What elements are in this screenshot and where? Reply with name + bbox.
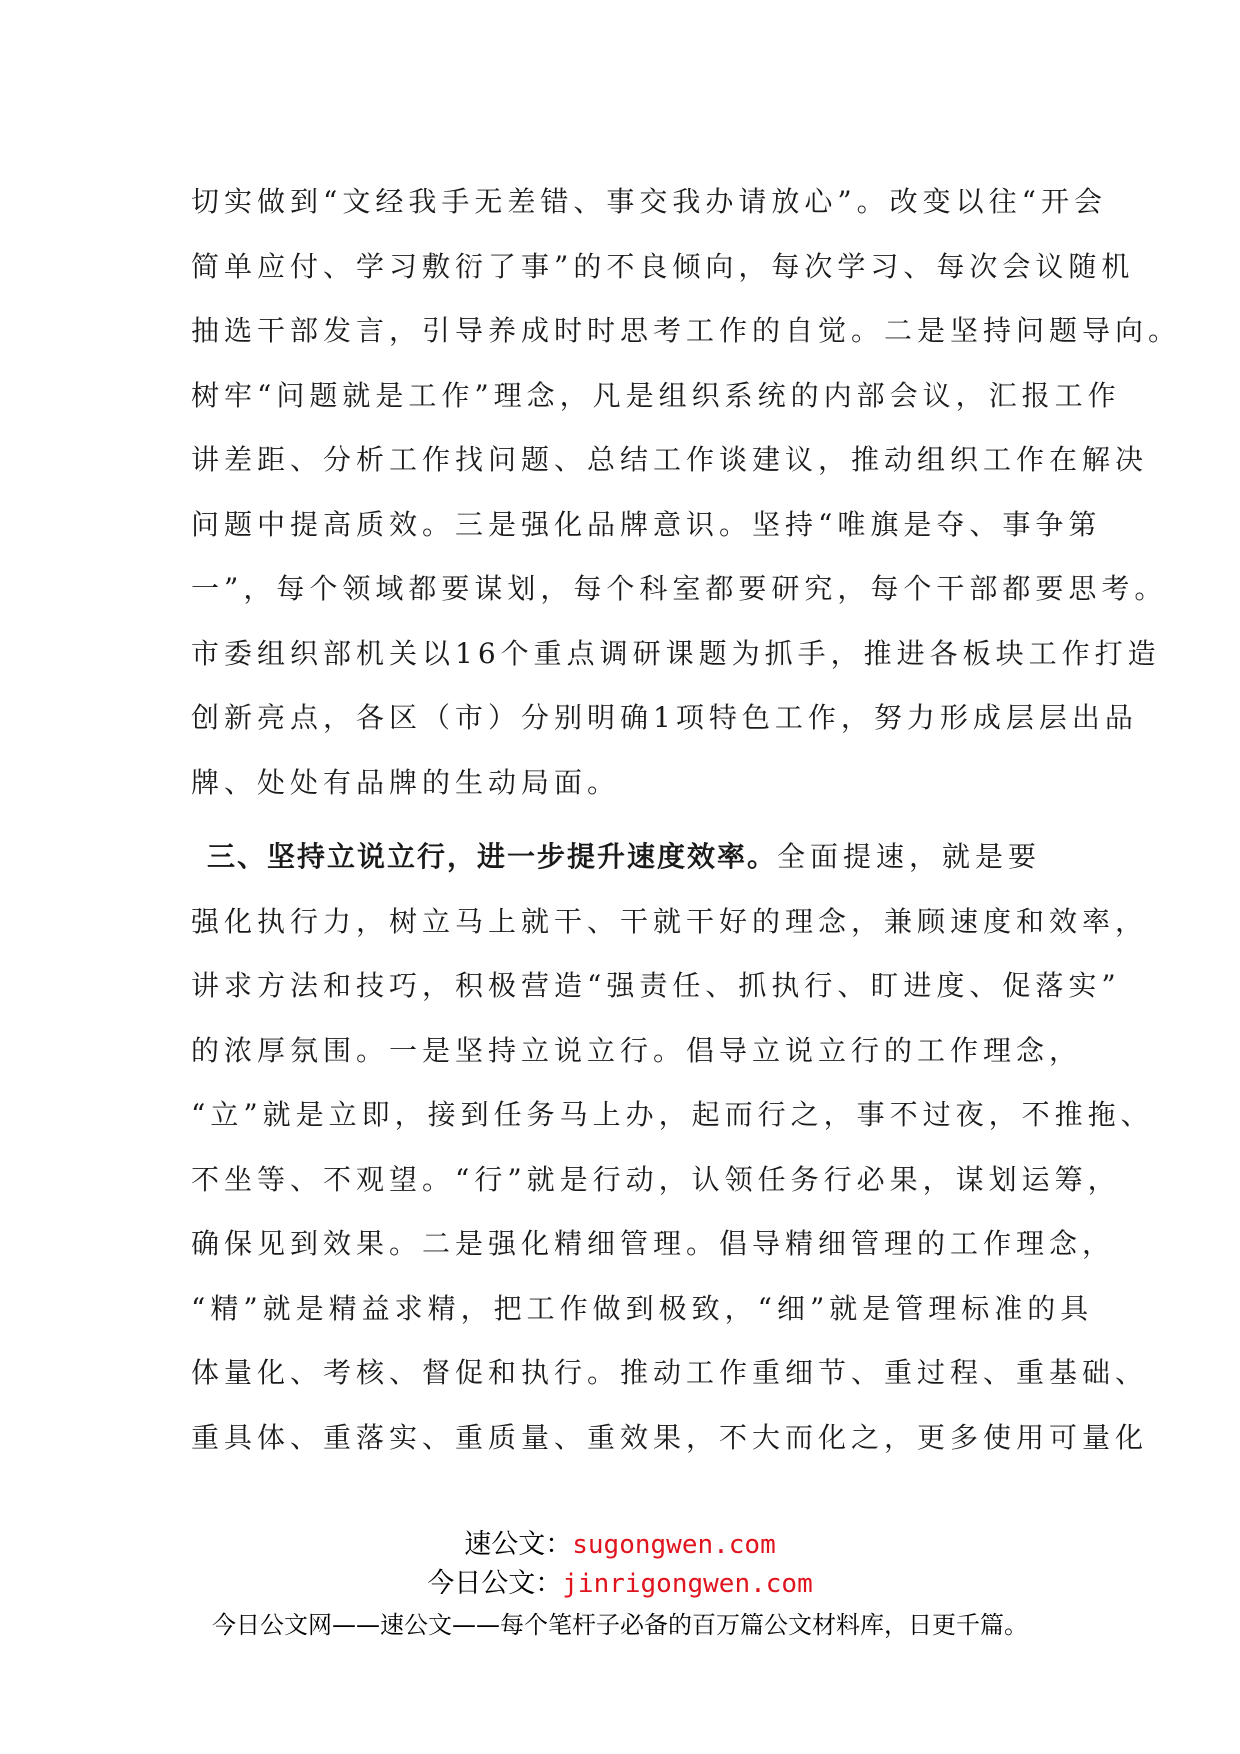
section-heading: 三、坚持立说立行，进一步提升速度效率。 <box>207 840 778 873</box>
footer-tagline: 今日公文网——速公文——每个笔杆子必备的百万篇公文材料库，日更千篇。 <box>212 1611 1028 1639</box>
body-line: 市委组织部机关以16个重点调研课题为抓手，推进各板块工作打造 <box>191 636 1161 670</box>
body-line: 创新亮点，各区（市）分别明确1项特色工作，努力形成层层出品 <box>191 701 1138 734</box>
body-line: 确保见到效果。二是强化精细管理。倡导精细管理的工作理念， <box>191 1227 1116 1260</box>
footer-label-jinrigongwen: 今日公文： <box>427 1568 563 1599</box>
body-line: 重具体、重落实、重质量、重效果，不大而化之，更多使用可量化 <box>191 1420 1149 1454</box>
body-line: 体量化、考核、督促和执行。推动工作重细节、重过程、重基础、 <box>191 1356 1149 1389</box>
section-lead-text: 全面提速，就是要 <box>777 840 1042 873</box>
body-line: 强化执行力，树立马上就干、干就干好的理念，兼顾速度和效率， <box>191 904 1149 938</box>
body-line: “精”就是精益求精，把工作做到极致，“细”就是管理标准的具 <box>191 1291 1094 1325</box>
document-body <box>191 170 1182 1470</box>
section-heading-line <box>191 825 1061 890</box>
body-line: 简单应付、学习敷衍了事”的不良倾向，每次学习、每次会议随机 <box>191 249 1135 283</box>
body-line: “立”就是立即，接到任务马上办，起而行之，事不过夜，不推拖、 <box>191 1098 1154 1131</box>
body-line: 树牢“问题就是工作”理念，凡是组织系统的内部会议，汇报工作 <box>191 378 1121 412</box>
footer-jinrigongwen <box>0 1566 1240 1602</box>
sugongwen-link[interactable]: sugongwen.com <box>572 1530 776 1560</box>
body-line: 不坐等、不观望。“行”就是行动，认领任务行必果，谋划运筹， <box>191 1162 1121 1196</box>
body-line: 讲差距、分析工作找问题、总结工作谈建议，推动组织工作在解决 <box>191 443 1149 476</box>
body-line: 牌、处处有品牌的生动局面。 <box>191 765 621 799</box>
footer-sugongwen <box>0 1527 1240 1563</box>
body-line: 切实做到“文经我手无差错、事交我办请放心”。改变以往“开会 <box>191 185 1107 218</box>
body-line: 一”，每个领域都要谋划，每个科室都要研究，每个干部都要思考。 <box>191 572 1168 605</box>
body-line: 抽选干部发言，引导养成时时思考工作的自觉。二是坚持问题导向。 <box>191 314 1182 347</box>
footer-label-sugongwen: 速公文： <box>464 1529 573 1560</box>
body-line: 讲求方法和技巧，积极营造“强责任、抓执行、盯进度、促落实” <box>191 969 1121 1002</box>
body-line: 的浓厚氛围。一是坚持立说立行。倡导立说立行的工作理念， <box>191 1033 1083 1067</box>
jinrigongwen-link[interactable]: jinrigongwen.com <box>562 1569 813 1599</box>
body-line: 问题中提高质效。三是强化品牌意识。坚持“唯旗是夺、事争第 <box>191 507 1102 541</box>
